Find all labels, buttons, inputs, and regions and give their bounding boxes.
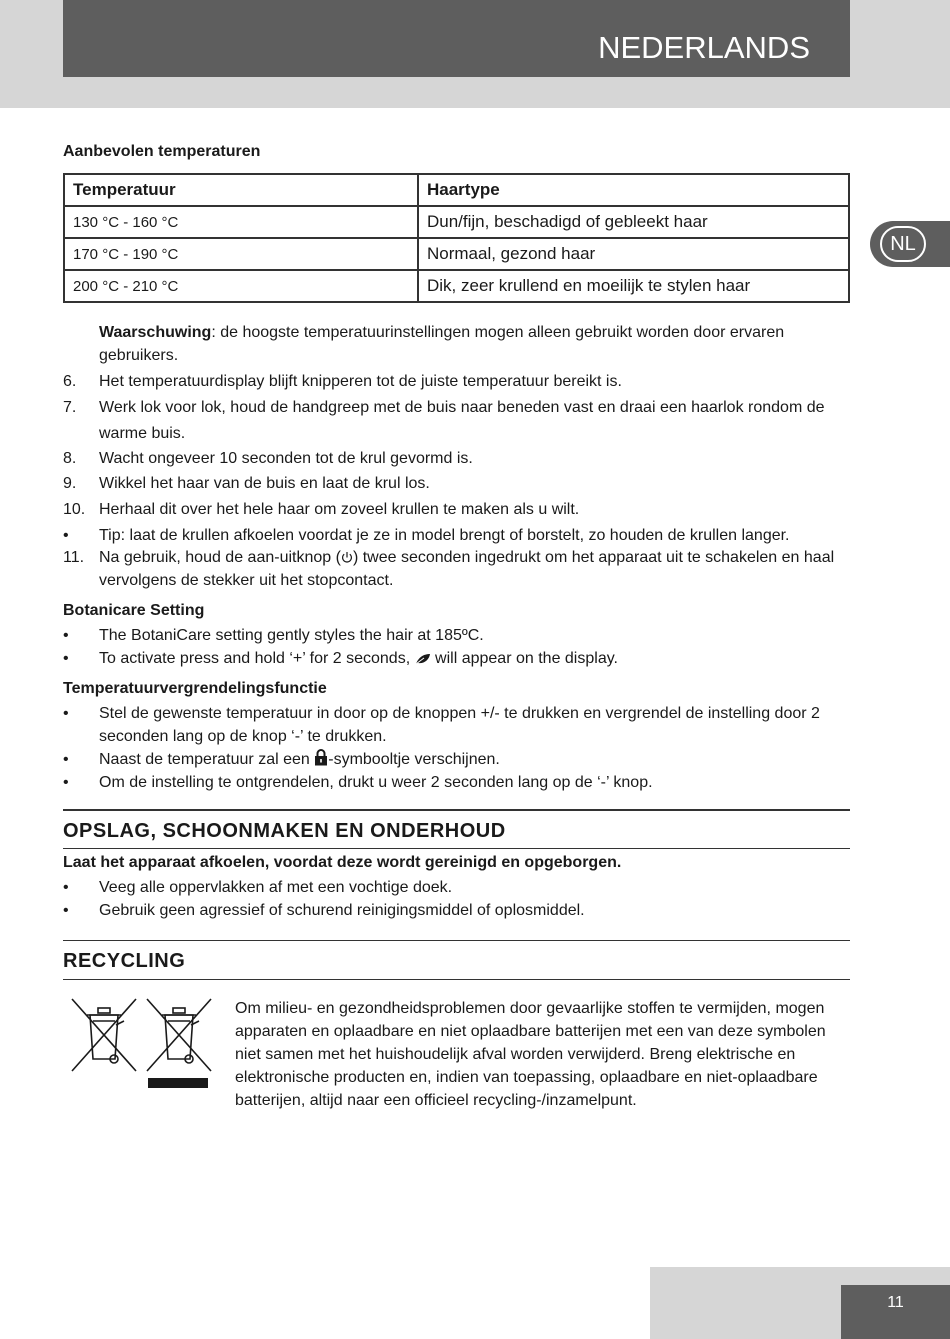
lock-text-part: -symbooltje verschijnen. — [328, 751, 500, 768]
cell-hairtype: Normaal, gezond haar — [418, 238, 849, 270]
step-number: 6. — [63, 373, 77, 390]
step-text-part: ) twee seconden ingedrukt om het apparaat uit te schakelen en haal vervolgens de stekker uit het stopcontact. — [99, 549, 835, 589]
storage-text: Gebruik geen agressief of schurend reinigingsmiddel of oplosmiddel. — [99, 902, 585, 919]
cell-temperature: 170 °C - 190 °C — [64, 238, 418, 270]
column-header-hairtype: Haartype — [418, 174, 849, 206]
warning-label: Waarschuwing — [99, 324, 212, 341]
bullet: • — [63, 774, 69, 791]
column-header-temperature: Temperatuur — [64, 174, 418, 206]
temperatures-heading: Aanbevolen temperaturen — [63, 143, 261, 160]
recycling-section-title: RECYCLING — [63, 940, 850, 980]
language-title: NEDERLANDS — [598, 30, 810, 65]
bullet: • — [63, 650, 69, 667]
language-badge: NL — [880, 226, 926, 262]
cell-temperature: 130 °C - 160 °C — [64, 206, 418, 238]
botanicare-text — [99, 647, 851, 670]
weee-bin-icon — [70, 997, 138, 1073]
cell-hairtype: Dun/fijn, beschadigd of gebleekt haar — [418, 206, 849, 238]
botanicare-text-part: To activate press and hold ‘+’ for 2 seconds, — [99, 650, 411, 667]
table-row — [64, 238, 849, 270]
bullet: • — [63, 879, 69, 896]
step-number: 11. — [63, 549, 85, 566]
warning-body: : de hoogste temperatuurinstellingen mogen alleen gebruikt worden door ervaren gebruikers. — [99, 324, 785, 364]
bullet: • — [63, 627, 69, 644]
step-number: 10. — [63, 501, 86, 518]
lock-text: Stel de gewenste temperatuur in door op de knoppen +/- te drukken en vergrendel de instelling door 2 seconden lang op de knop ‘-’ te drukken. — [99, 705, 820, 745]
weee-bin-bar-icon — [145, 997, 213, 1091]
step-text: Werk lok voor lok, houd de handgreep met de buis naar beneden vast en draai een haarlok rondom de warme buis. — [99, 399, 825, 442]
bullet: • — [63, 902, 69, 919]
lock-text-part: Naast de temperatuur zal een — [99, 751, 310, 768]
power-icon — [341, 551, 353, 564]
botanicare-text-part: will appear on the display. — [435, 650, 618, 667]
lock-icon — [314, 749, 328, 766]
step-number: 9. — [63, 475, 77, 492]
cell-hairtype: Dik, zeer krullend en moeilijk te stylen haar — [418, 270, 849, 302]
step-text: Wacht ongeveer 10 seconden tot de krul gevormd is. — [99, 450, 473, 467]
step-text: Herhaal dit over het hele haar om zoveel krullen te maken als u wilt. — [99, 501, 580, 518]
table-header-row — [64, 174, 849, 206]
tip-text: Tip: laat de krullen afkoelen voordat je ze in model brengt of borstelt, zo houden de krullen langer. — [99, 527, 790, 544]
bullet: • — [63, 705, 69, 722]
storage-section-title: OPSLAG, SCHOONMAKEN EN ONDERHOUD — [63, 809, 850, 849]
bullet: • — [63, 751, 69, 768]
temperature-table — [63, 173, 850, 303]
recycling-text: Om milieu- en gezondheidsproblemen door gevaarlijke stoffen te vermijden, mogen apparaten en oplaadbare en niet oplaadbare batterijen met een van deze symbolen niet samen met het huishoudelijk afval worden verwijderd. Breng elektrische en elektronische producten en, indien van toepassing, oplaadbare en niet-oplaadbare batterijen, altijd naar een officieel recycling-/inzamelpunt. — [235, 1000, 826, 1109]
lock-heading: Temperatuurvergrendelingsfunctie — [63, 680, 327, 697]
storage-subheading: Laat het apparaat afkoelen, voordat deze wordt gereinigd en opgeborgen. — [63, 854, 622, 871]
lock-text — [99, 748, 851, 771]
cell-temperature: 200 °C - 210 °C — [64, 270, 418, 302]
table-row — [64, 206, 849, 238]
warning-text — [99, 321, 851, 367]
language-header — [63, 0, 850, 77]
botanicare-text: The BotaniCare setting gently styles the hair at 185ºC. — [99, 627, 484, 644]
step-text: Wikkel het haar van de buis en laat de krul los. — [99, 475, 430, 492]
step-text: Het temperatuurdisplay blijft knipperen tot de juiste temperatuur bereikt is. — [99, 373, 622, 390]
table-row — [64, 270, 849, 302]
page-number: 11 — [841, 1285, 950, 1339]
step-text-part: Na gebruik, houd de aan-uitknop ( — [99, 549, 341, 566]
botanicare-heading: Botanicare Setting — [63, 602, 205, 619]
step-text — [99, 546, 851, 592]
bullet: • — [63, 527, 69, 544]
step-number: 7. — [63, 399, 77, 416]
leaf-icon — [415, 653, 431, 665]
language-tab — [870, 221, 950, 267]
step-number: 8. — [63, 450, 77, 467]
storage-text: Veeg alle oppervlakken af met een vochtige doek. — [99, 879, 453, 896]
lock-text: Om de instelling te ontgrendelen, drukt u weer 2 seconden lang op de ‘-’ knop. — [99, 774, 653, 791]
